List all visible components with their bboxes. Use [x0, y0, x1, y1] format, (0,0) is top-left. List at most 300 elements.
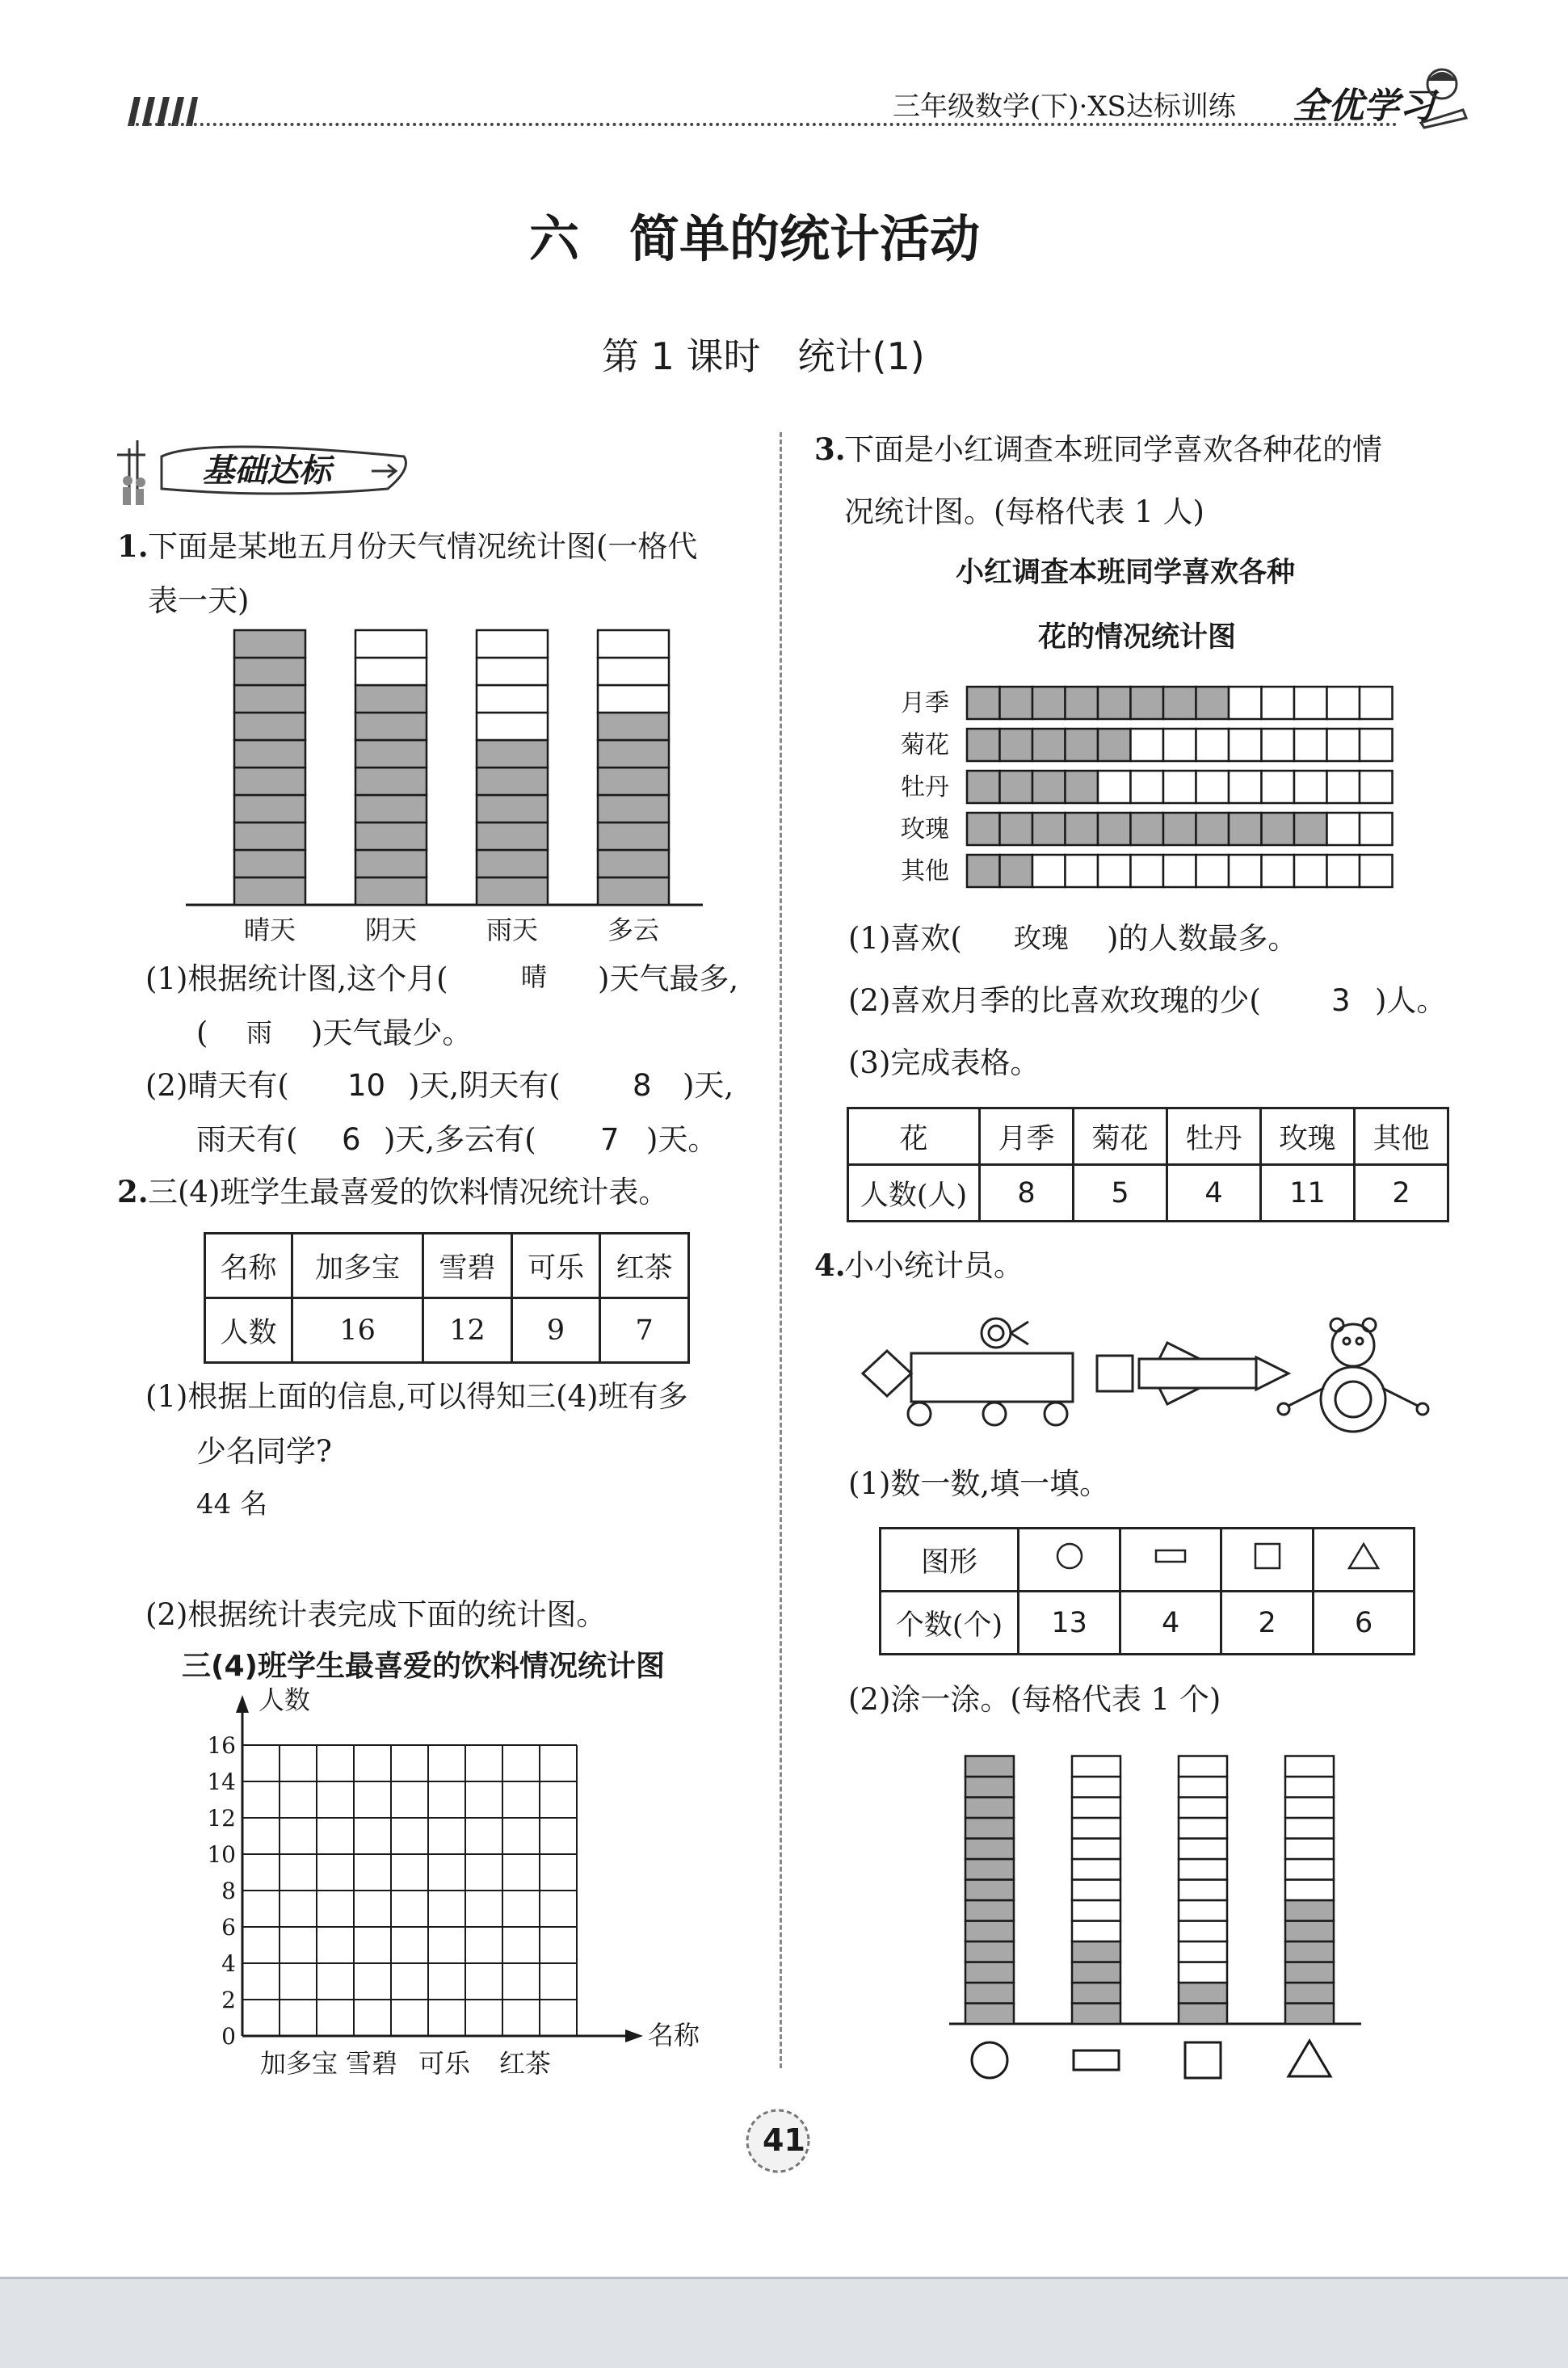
q3-bar-cell	[1294, 729, 1327, 761]
q3-flower-table	[847, 1107, 1449, 1222]
q1-bar-cell	[234, 768, 305, 795]
q1-bar-cell	[355, 768, 427, 795]
rocket-fin-bottom	[1159, 1388, 1200, 1404]
q3-bar-cell	[1163, 771, 1196, 803]
q3-sub2-a: (2)喜欢月季的比喜欢玫瑰的少(	[848, 983, 1261, 1018]
q3-bar-cell	[1196, 813, 1230, 845]
q3-category-label: 玫瑰	[901, 815, 949, 843]
bear-hand-left	[1278, 1403, 1289, 1415]
table-cell: 名称	[205, 1234, 292, 1298]
q4-bar-cell	[1072, 1983, 1120, 2004]
q1-sub1-c: (	[196, 1016, 208, 1050]
q3-bar-cell	[1000, 687, 1033, 719]
q1-sub1-answer1: 晴	[521, 961, 548, 992]
q1-sub1-b: )天气最多,	[598, 961, 739, 996]
table-cell	[1019, 1529, 1120, 1592]
q1-bar-cell	[477, 850, 548, 877]
q4-bar-cell	[1072, 1921, 1120, 1942]
q1-bar-cell	[598, 850, 669, 877]
q2-text: 三(4)班学生最喜爱的饮料情况统计表。	[148, 1175, 669, 1209]
q3-bar-cell	[1066, 687, 1099, 719]
q3-bar-cell	[1131, 729, 1164, 761]
header-brand-logo: 全优学习	[1293, 86, 1435, 127]
q4-bar-cell	[1179, 1818, 1227, 1839]
q1-bar-cell	[234, 850, 305, 877]
q1-bar-cell	[477, 658, 548, 685]
q4-text: 小小统计员。	[844, 1248, 1024, 1283]
q2-drink-table	[204, 1232, 690, 1364]
q3-bar-cell	[1066, 855, 1099, 887]
q3-sub2-answer: 3	[1331, 983, 1351, 1018]
q3-flower-chart	[901, 679, 1402, 897]
q3-chart-title-line1: 小红调查本班同学喜欢各种	[956, 557, 1296, 589]
q3-bar-cell	[1294, 855, 1327, 887]
q4-bar-cell	[965, 1921, 1014, 1942]
q3-bar-cell	[1360, 687, 1393, 719]
bear-eye-left	[1343, 1338, 1350, 1344]
q3-bar-cell	[1229, 855, 1262, 887]
rocket-tail-square	[1097, 1356, 1133, 1391]
rectangle-icon	[1153, 1540, 1188, 1572]
q4-bar-cell	[1285, 1818, 1334, 1839]
triangle-icon	[1346, 1540, 1381, 1572]
q3-bar-cell	[967, 813, 1000, 845]
car-top-circle-inner	[989, 1326, 1003, 1340]
q3-bar-cell	[1066, 813, 1099, 845]
q4-shape-figures	[852, 1309, 1442, 1430]
q4-bar-cell	[965, 1859, 1014, 1880]
q3-number: 3.	[814, 431, 846, 467]
q3-bar-cell	[1098, 729, 1131, 761]
table-cell: 9	[511, 1298, 600, 1363]
rocket-body	[1139, 1359, 1256, 1388]
q1-bar-cell	[355, 740, 427, 768]
q1-category-label: 晴天	[243, 915, 296, 945]
q1-sub1-answer2: 雨	[246, 1017, 273, 1048]
q4-shape-table	[879, 1527, 1415, 1655]
q4-number: 4.	[814, 1247, 846, 1283]
q4-bar-cell	[965, 1818, 1014, 1839]
q3-text-line1: 下面是小红调查本班同学喜欢各种花的情	[844, 432, 1382, 467]
q3-bar-cell	[1098, 687, 1131, 719]
q2-y-tick: 4	[221, 1950, 236, 1977]
bear-body	[1321, 1367, 1385, 1432]
q4-bar-cell	[965, 1777, 1014, 1798]
table-cell	[1221, 1529, 1314, 1592]
q2-sub1-answer: 44 名	[196, 1488, 268, 1520]
q4-bar-cell	[965, 1798, 1014, 1819]
table-cell	[1314, 1529, 1415, 1592]
q1-bar-cell	[355, 822, 427, 850]
q4-bar-cell	[1285, 1983, 1334, 2004]
q3-bar-cell	[1098, 771, 1131, 803]
rectangle-icon	[1074, 2050, 1119, 2070]
q2-y-tick: 6	[221, 1914, 236, 1941]
q3-bar-cell	[1262, 771, 1295, 803]
q4-bar-cell	[965, 1983, 1014, 2004]
q4-bar-cell	[1285, 1756, 1334, 1777]
triangle-icon	[1288, 2041, 1330, 2076]
q3-bar-cell	[1032, 729, 1066, 761]
q1-sub1-a: (1)根据统计图,这个月(	[145, 961, 448, 996]
header-series: 三年级数学(下)·XS达标训练	[893, 90, 1236, 123]
q1-category-label: 雨天	[486, 915, 539, 945]
q4-bar-cell	[965, 2004, 1014, 2025]
table-cell: 7	[600, 1298, 689, 1363]
q4-bar-cell	[1179, 1983, 1227, 2004]
q3-bar-cell	[1327, 687, 1360, 719]
table-cell: 菊花	[1074, 1108, 1167, 1165]
q3-bar-cell	[1327, 729, 1360, 761]
table-cell: 12	[423, 1298, 512, 1363]
table-cell: 6	[1314, 1592, 1415, 1655]
table-cell: 11	[1261, 1165, 1355, 1222]
q3-sub1-answer: 玫瑰	[1014, 923, 1069, 955]
table-cell: 牡丹	[1167, 1108, 1261, 1165]
q2-y-tick: 2	[221, 1987, 236, 2013]
q3-text-line2: 况统计图。(每格代表 1 人)	[844, 494, 1204, 529]
bear-ear-right	[1363, 1319, 1376, 1331]
table-cell: 4	[1120, 1592, 1221, 1655]
q1-bar-cell	[477, 740, 548, 768]
q1-bar-cell	[355, 630, 427, 658]
q4-bar-cell	[1179, 1859, 1227, 1880]
table-cell: 其他	[1355, 1108, 1448, 1165]
table-cell: 13	[1019, 1592, 1120, 1655]
q3-bar-cell	[1032, 813, 1066, 845]
q3-category-label: 月季	[901, 689, 949, 717]
q4-bar-cell	[1072, 1777, 1120, 1798]
q3-bar-cell	[1294, 813, 1327, 845]
q4-bar-cell	[1072, 1798, 1120, 1819]
q3-bar-cell	[1294, 771, 1327, 803]
q3-bar-cell	[1229, 771, 1262, 803]
q3-bar-cell	[1000, 813, 1033, 845]
q1-bar-cell	[355, 685, 427, 713]
q4-bar-cell	[1285, 1941, 1334, 1962]
rocket-nose	[1256, 1357, 1288, 1390]
table-cell: 加多宝	[292, 1234, 423, 1298]
q1-bar-cell	[234, 795, 305, 822]
q3-bar-cell	[1131, 813, 1164, 845]
q2-x-tick: 可乐	[418, 2048, 471, 2079]
q1-sub2-d: 雨天有(	[196, 1122, 298, 1157]
q4-bar-cell	[1285, 1962, 1334, 1983]
q1-bar-cell	[234, 740, 305, 768]
q4-bar-cell	[1072, 1900, 1120, 1921]
q4-bar-cell	[1072, 1756, 1120, 1777]
lesson-title: 第 1 课时 统计(1)	[602, 334, 925, 378]
q1-category-label: 阴天	[364, 915, 418, 945]
q4-bar-cell	[1285, 1839, 1334, 1860]
circle-icon	[1053, 1540, 1086, 1572]
q3-bar-cell	[1032, 687, 1066, 719]
q2-y-tick: 16	[207, 1732, 236, 1759]
q4-bar-cell	[1179, 1921, 1227, 1942]
square-icon	[1185, 2042, 1221, 2078]
q4-bar-cell	[1179, 1900, 1227, 1921]
q3-bar-cell	[1000, 729, 1033, 761]
q3-bar-cell	[1360, 771, 1393, 803]
section-badge-label: 基础达标	[202, 452, 331, 490]
q4-bar-cell	[1285, 1859, 1334, 1880]
q4-bar-cell	[1285, 2004, 1334, 2025]
q3-bar-cell	[1262, 855, 1295, 887]
table-cell: 雪碧	[423, 1234, 512, 1298]
q3-bar-cell	[1262, 813, 1295, 845]
q4-bar-cell	[965, 1941, 1014, 1962]
q3-bar-cell	[1032, 771, 1066, 803]
q2-drink-chart	[194, 1685, 711, 2088]
table-cell: 可乐	[511, 1234, 600, 1298]
q1-bar-cell	[355, 795, 427, 822]
q4-shape-chart	[957, 1737, 1377, 2084]
table-cell: 红茶	[600, 1234, 689, 1298]
q3-category-label: 菊花	[901, 731, 949, 759]
q3-sub1-b: )的人数最多。	[1107, 921, 1298, 956]
q2-sub2: (2)根据统计表完成下面的统计图。	[145, 1597, 607, 1632]
q3-bar-cell	[1196, 855, 1230, 887]
q1-bar-cell	[477, 768, 548, 795]
q1-bar-cell	[355, 850, 427, 877]
q3-bar-cell	[1360, 855, 1393, 887]
q4-bar-cell	[1285, 1880, 1334, 1901]
q1-bar-cell	[355, 713, 427, 740]
bear-arm-right	[1382, 1388, 1418, 1406]
q3-chart-title-line2: 花的情况统计图	[1038, 621, 1237, 654]
q2-y-label: 人数	[259, 1685, 311, 1715]
table-cell: 玫瑰	[1261, 1108, 1355, 1165]
q2-y-tick: 14	[207, 1769, 236, 1795]
q4-bar-cell	[965, 1900, 1014, 1921]
q3-bar-cell	[1327, 771, 1360, 803]
q3-bar-cell	[1000, 855, 1033, 887]
q1-sub2-a: (2)晴天有(	[145, 1068, 289, 1103]
q4-bar-cell	[1179, 1756, 1227, 1777]
q1-bar-cell	[234, 658, 305, 685]
q3-bar-cell	[1360, 729, 1393, 761]
q1-number: 1.	[117, 528, 149, 564]
table-cell: 2	[1221, 1592, 1314, 1655]
q1-bar-cell	[598, 685, 669, 713]
q1-bar-cell	[234, 877, 305, 905]
q1-bar-cell	[598, 768, 669, 795]
table-cell: 花	[848, 1108, 980, 1165]
bear-belly	[1335, 1382, 1371, 1417]
q3-bar-cell	[1131, 855, 1164, 887]
q2-y-tick: 8	[221, 1878, 236, 1904]
q4-bar-cell	[1072, 1962, 1120, 1983]
q3-bar-cell	[1163, 813, 1196, 845]
q3-category-label: 牡丹	[901, 773, 949, 801]
q2-y-tick: 12	[207, 1805, 236, 1832]
q3-bar-cell	[967, 729, 1000, 761]
q2-number: 2.	[117, 1174, 149, 1209]
q1-bar-cell	[598, 740, 669, 768]
q3-bar-cell	[1196, 687, 1230, 719]
table-cell: 图形	[881, 1529, 1019, 1592]
circle-icon	[972, 2042, 1007, 2078]
q4-bar-cell	[1072, 1839, 1120, 1860]
unit-title: 六 简单的统计活动	[529, 209, 981, 268]
bottom-band	[0, 2277, 1568, 2368]
q3-bar-cell	[1163, 729, 1196, 761]
table-cell: 人数(人)	[848, 1165, 980, 1222]
page-number-badge	[742, 2105, 814, 2177]
q3-sub2-b: )人。	[1375, 983, 1447, 1018]
q3-bar-cell	[1196, 771, 1230, 803]
q1-sub1-d: )天气最少。	[311, 1016, 473, 1050]
q3-bar-cell	[1098, 813, 1131, 845]
table-cell: 个数(个)	[881, 1592, 1019, 1655]
q4-bar-cell	[1285, 1777, 1334, 1798]
q4-bar-cell	[1285, 1921, 1334, 1942]
q3-bar-cell	[1032, 855, 1066, 887]
q2-sub1-line1: (1)根据上面的信息,可以得知三(4)班有多	[145, 1379, 688, 1414]
q3-bar-cell	[1229, 687, 1262, 719]
q1-bar-cell	[477, 795, 548, 822]
q4-bar-cell	[1179, 1798, 1227, 1819]
q1-bar-cell	[355, 658, 427, 685]
q1-bar-cell	[598, 630, 669, 658]
q1-sub2-answer2: 8	[633, 1068, 652, 1103]
q3-bar-cell	[1327, 813, 1360, 845]
q2-x-tick: 加多宝	[259, 2048, 338, 2079]
car-body	[911, 1353, 1073, 1402]
q1-sub2-c: )天,	[683, 1068, 734, 1103]
q4-bar-cell	[1072, 2004, 1120, 2025]
table-cell: 8	[980, 1165, 1074, 1222]
q1-text-line1: 下面是某地五月份天气情况统计图(一格代	[148, 529, 698, 564]
q1-category-label: 多云	[607, 915, 660, 945]
q3-bar-cell	[1229, 813, 1262, 845]
q4-sub1: (1)数一数,填一填。	[848, 1466, 1110, 1501]
q4-bar-cell	[965, 1839, 1014, 1860]
q4-bar-cell	[1179, 1880, 1227, 1901]
q1-bar-cell	[234, 685, 305, 713]
q1-bar-cell	[234, 630, 305, 658]
q1-bar-cell	[234, 713, 305, 740]
q1-bar-cell	[598, 658, 669, 685]
q4-bar-cell	[965, 1756, 1014, 1777]
q4-bar-cell	[1285, 1900, 1334, 1921]
q4-bar-cell	[1179, 1941, 1227, 1962]
q4-bar-cell	[965, 1880, 1014, 1901]
q4-bar-cell	[1072, 1880, 1120, 1901]
page-number: 41	[763, 2122, 805, 2158]
bear-arm-left	[1288, 1388, 1324, 1406]
q1-bar-cell	[477, 685, 548, 713]
q1-sub2-e: )天,多云有(	[384, 1122, 536, 1157]
q4-bar-cell	[1072, 1859, 1120, 1880]
q3-sub1-a: (1)喜欢(	[848, 921, 962, 956]
q3-bar-cell	[1360, 813, 1393, 845]
car-wheel-third	[1045, 1403, 1067, 1425]
q3-bar-cell	[1131, 771, 1164, 803]
q3-bar-cell	[1327, 855, 1360, 887]
q3-sub3: (3)完成表格。	[848, 1045, 1040, 1080]
q4-bar-cell	[1179, 1962, 1227, 1983]
q3-bar-cell	[1262, 729, 1295, 761]
q4-bar-cell	[1179, 1777, 1227, 1798]
q3-bar-cell	[967, 687, 1000, 719]
q2-x-tick: 红茶	[498, 2048, 552, 2079]
q3-bar-cell	[1066, 729, 1099, 761]
q3-category-label: 其他	[901, 857, 949, 885]
car-top-circle	[982, 1319, 1011, 1348]
q1-bar-cell	[598, 822, 669, 850]
q1-bar-cell	[477, 877, 548, 905]
q3-bar-cell	[1229, 729, 1262, 761]
bear-hand-right	[1417, 1403, 1428, 1415]
q2-x-tick: 雪碧	[345, 2048, 398, 2079]
q1-sub2-f: )天。	[646, 1122, 718, 1157]
q3-bar-cell	[1066, 771, 1099, 803]
q1-bar-cell	[598, 713, 669, 740]
q4-sub2: (2)涂一涂。(每格代表 1 个)	[848, 1682, 1221, 1717]
q3-bar-cell	[1294, 687, 1327, 719]
q3-bar-cell	[1196, 729, 1230, 761]
car-wheel-right	[983, 1403, 1006, 1425]
q3-bar-cell	[1262, 687, 1295, 719]
q1-sub2-answer4: 7	[600, 1122, 620, 1157]
q3-bar-cell	[1131, 687, 1164, 719]
q1-sub2-b: )天,阴天有(	[408, 1068, 561, 1103]
q3-bar-cell	[967, 855, 1000, 887]
q1-weather-chart	[186, 630, 719, 969]
q2-x-label: 名称	[648, 2020, 700, 2050]
q1-sub2-answer1: 10	[347, 1068, 386, 1103]
q4-bar-cell	[1072, 1941, 1120, 1962]
table-cell	[1120, 1529, 1221, 1592]
q1-bar-cell	[477, 713, 548, 740]
q4-bar-cell	[965, 1962, 1014, 1983]
header-rule	[129, 123, 1398, 126]
car-flag	[1011, 1322, 1028, 1344]
bear-ear-left	[1330, 1319, 1343, 1331]
q1-bar-cell	[234, 822, 305, 850]
q2-y-arrow	[236, 1695, 249, 1713]
q1-bar-cell	[477, 630, 548, 658]
table-cell: 16	[292, 1298, 423, 1363]
q4-bar-cell	[1072, 1818, 1120, 1839]
rocket-fin-top	[1159, 1343, 1200, 1359]
q2-chart-title: 三(4)班学生最喜爱的饮料情况统计图	[182, 1650, 665, 1683]
q1-bar-cell	[477, 822, 548, 850]
mascot-icon	[1410, 63, 1474, 128]
section-badge	[113, 432, 412, 513]
q2-x-arrow	[625, 2029, 643, 2042]
table-cell: 2	[1355, 1165, 1448, 1222]
q3-bar-cell	[1000, 771, 1033, 803]
q3-bar-cell	[967, 771, 1000, 803]
table-cell: 5	[1074, 1165, 1167, 1222]
q1-bar-cell	[355, 877, 427, 905]
table-cell: 月季	[980, 1108, 1074, 1165]
q4-bar-cell	[1179, 2004, 1227, 2025]
q2-sub1-line2: 少名同学?	[196, 1434, 332, 1469]
square-icon	[1251, 1540, 1284, 1572]
column-divider	[780, 432, 782, 2068]
bear-eye-right	[1356, 1338, 1363, 1344]
q3-bar-cell	[1163, 687, 1196, 719]
q1-bar-cell	[598, 795, 669, 822]
q1-text-line2: 表一天)	[148, 583, 250, 618]
car-front-diamond	[863, 1351, 911, 1396]
q1-bar-cell	[598, 877, 669, 905]
table-cell: 4	[1167, 1165, 1261, 1222]
q4-bar-cell	[1285, 1798, 1334, 1819]
